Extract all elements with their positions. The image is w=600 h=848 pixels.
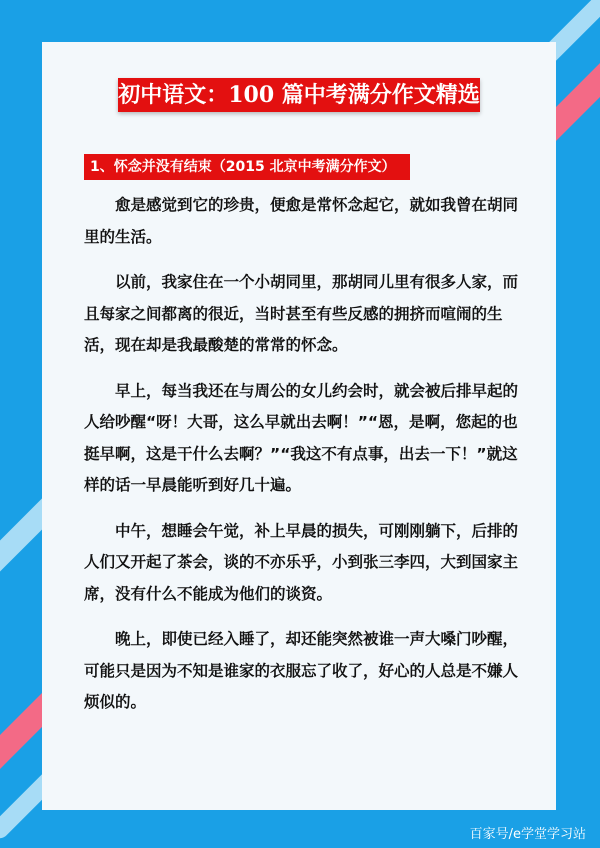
paragraph: 愈是感觉到它的珍贵，便愈是常怀念起它，就如我曾在胡同里的生活。 [84,196,519,246]
essay-body [84,190,520,733]
paragraph: 晚上，即使已经入睡了，却还能突然被谁一声大嗓门吵醒，可能只是因为不知是谁家的衣服忘了收了，好心的人总是不嫌人烦似的。 [84,630,519,711]
paragraph: 早上，每当我还在与周公的女儿约会时，就会被后排早起的人给吵醒“呀！大哥，这么早就出去啊！”“恩，是啊，您起的也挺早啊，这是干什么去啊？”“我这不有点事，出去一下！”就这样的话一早晨能听到好几十遍。 [84,381,519,494]
watermark: 百家号/e学堂学习站 [469,827,586,842]
document-title: 初中语文：100 篇中考满分作文精选 [118,78,480,112]
section-heading: 1、怀念并没有结束（2015 北京中考满分作文） [84,154,410,180]
paragraph: 以前，我家住在一个小胡同里，那胡同儿里有很多人家，而且每家之间都离的很近，当时甚至有些反感的拥挤而喧闹的生活，现在却是我最酸楚的常常的怀念。 [84,273,519,354]
paragraph: 中午，想睡会午觉，补上早晨的损失，可刚刚躺下，后排的人们又开起了茶会，谈的不亦乐乎，小到张三李四，大到国家主席，没有什么不能成为他们的谈资。 [84,521,519,603]
